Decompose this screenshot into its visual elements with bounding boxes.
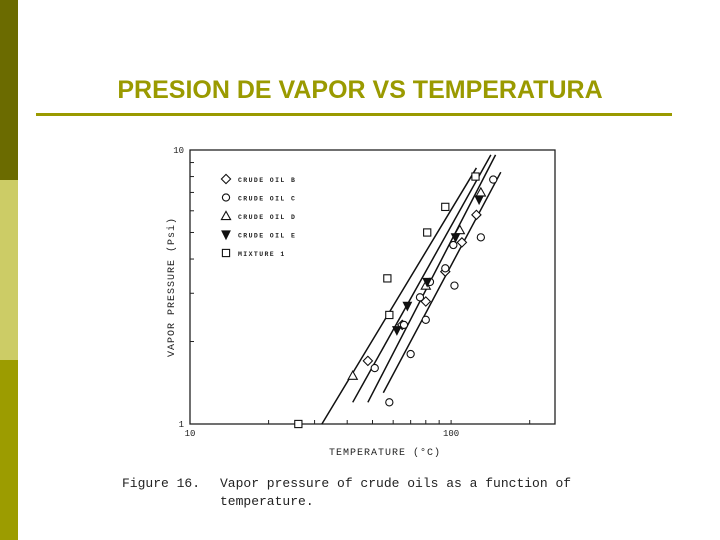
data-point	[363, 356, 372, 365]
x-axis-label: TEMPERATURE (°C)	[328, 448, 442, 459]
legend-marker	[222, 231, 230, 239]
y-axis-label: VAPOR PRESSURE (Psi)	[167, 216, 178, 358]
legend-marker	[222, 249, 229, 256]
legend-marker	[222, 194, 229, 201]
data-point	[442, 203, 449, 210]
legend-marker	[221, 174, 230, 183]
fit-lines	[322, 155, 501, 424]
legend-label: CRUDE OIL B	[238, 177, 297, 184]
data-point	[477, 234, 484, 241]
data-point	[386, 399, 393, 406]
fit-line	[322, 168, 477, 424]
vapor-pressure-chart	[160, 130, 600, 465]
caption-line-2: temperature.	[220, 494, 314, 509]
caption-label: Figure 16.	[122, 476, 201, 491]
plot-frame	[190, 150, 555, 424]
legend-marker	[221, 211, 230, 219]
data-point	[422, 316, 429, 323]
data-point	[393, 327, 401, 335]
data-point	[348, 371, 357, 379]
data-point	[371, 364, 378, 371]
data-point	[386, 311, 393, 318]
x-tick-label: 100	[442, 429, 460, 439]
data-point	[451, 282, 458, 289]
data-point	[442, 265, 449, 272]
tick-labels	[173, 146, 459, 439]
data-point	[475, 196, 483, 204]
legend-label: CRUDE OIL C	[238, 195, 297, 203]
y-tick-label: 10	[173, 146, 184, 156]
x-tick-label: 10	[184, 429, 196, 439]
data-point	[424, 229, 431, 236]
caption-line-1: Vapor pressure of crude oils as a function of	[220, 476, 572, 491]
legend	[221, 174, 296, 258]
legend-label: MIXTURE 1	[238, 251, 286, 258]
data-point	[400, 321, 407, 328]
data-point	[450, 241, 457, 248]
data-point	[472, 173, 479, 180]
accent-band-mid	[0, 360, 18, 540]
data-point	[295, 420, 302, 427]
accent-band-dark	[0, 0, 18, 180]
data-point	[384, 275, 391, 282]
slide-title: PRESION DE VAPOR VS TEMPERATURA	[117, 76, 603, 104]
plot-border	[190, 150, 555, 424]
data-point	[407, 350, 414, 357]
data-point	[490, 176, 497, 183]
legend-label: CRUDE OIL E	[238, 232, 297, 240]
figure-caption	[122, 476, 642, 509]
legend-label: CRUDE OIL D	[238, 214, 297, 221]
data-point	[416, 294, 423, 301]
y-tick-label: 1	[178, 420, 184, 430]
title-underline	[36, 113, 672, 116]
accent-band-light	[0, 180, 18, 360]
